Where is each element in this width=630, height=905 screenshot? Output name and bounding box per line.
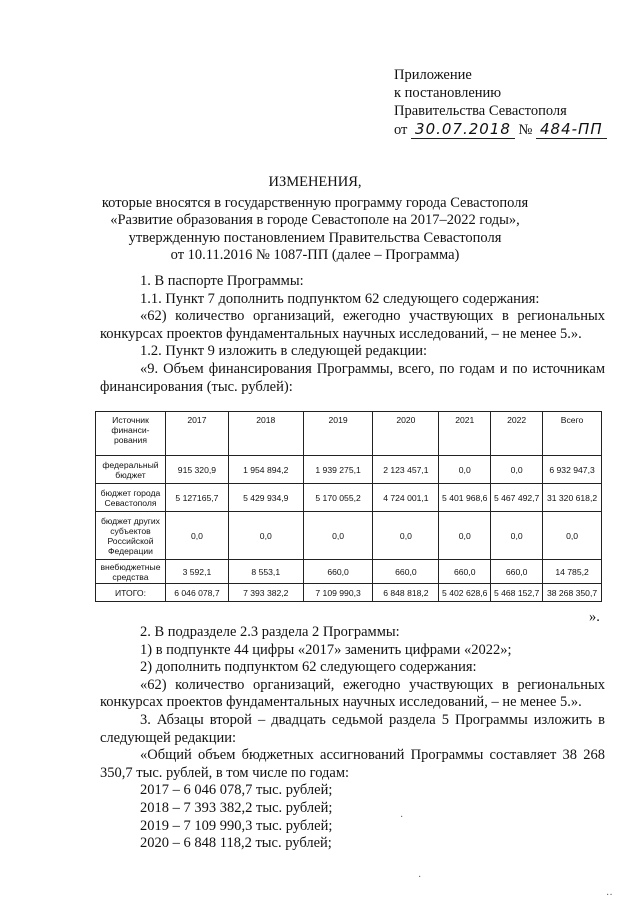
table-cell: бюджет города Севастополя: [96, 484, 166, 512]
paragraph: «9. Объем финансирования Программы, всего, по годам и по источникам финансирования (тыс. рублей):: [100, 360, 605, 395]
appendix-line: Правительства Севастополя: [394, 103, 567, 119]
table-cell: 38 268 350,7: [543, 584, 602, 602]
table-cell: федеральный бюджет: [96, 456, 166, 484]
paragraph: 1) в подпункте 44 цифры «2017» заменить цифрами «2022»;: [140, 641, 512, 658]
table-cell: 5 127165,7: [165, 484, 228, 512]
title-line: от 10.11.2016 № 1087-ПП (далее – Программа): [170, 247, 460, 263]
table-cell: 31 320 618,2: [543, 484, 602, 512]
table-cell: бюджет других субъектов Российской Федерации: [96, 512, 166, 560]
table-cell: 8 553,1: [228, 560, 303, 584]
table-header-row: [96, 412, 602, 456]
appendix-line: к постановлению: [394, 85, 502, 101]
table-cell: 660,0: [373, 560, 439, 584]
table-header-cell: 2018: [228, 412, 303, 456]
table-cell: 5 429 934,9: [228, 484, 303, 512]
year-line: 2019 – 7 109 990,3 тыс. рублей;: [140, 817, 333, 834]
handwritten-number: 484-ПП: [536, 120, 607, 139]
table-header-cell: 2022: [491, 412, 543, 456]
table-cell: 4 724 001,1: [373, 484, 439, 512]
table-cell: ИТОГО:: [96, 584, 166, 602]
title-heading: ИЗМЕНЕНИЯ,: [268, 174, 362, 190]
table-total-row: [96, 584, 602, 602]
table-header-cell: 2021: [439, 412, 491, 456]
number-prefix: №: [518, 122, 533, 138]
table-cell: 0,0: [373, 512, 439, 560]
appendix-line: Приложение: [394, 67, 472, 83]
table-cell: 1 954 894,2: [228, 456, 303, 484]
table-cell: 0,0: [439, 512, 491, 560]
table-cell: внебюджетные средства: [96, 560, 166, 584]
table-header-cell: 2020: [373, 412, 439, 456]
table-cell: 0,0: [543, 512, 602, 560]
table-cell: 0,0: [491, 512, 543, 560]
date-prefix: от: [394, 122, 408, 138]
table-cell: 6 046 078,7: [165, 584, 228, 602]
table-header-cell: 2019: [303, 412, 373, 456]
scan-speck: ·: [400, 812, 404, 823]
table-row: [96, 512, 602, 560]
paragraph: 2. В подразделе 2.3 раздела 2 Программы:: [140, 624, 400, 640]
table-cell: 915 320,9: [165, 456, 228, 484]
year-line: 2017 – 6 046 078,7 тыс. рублей;: [140, 782, 333, 799]
table-header-cell: Всего: [543, 412, 602, 456]
table-cell: 660,0: [303, 560, 373, 584]
paragraph: «62) количество организаций, ежегодно участвующих в региональных конкурсах проектов фундаментальных научных исследований, – не менее 5.».: [100, 676, 605, 711]
table-cell: 5 467 492,7: [491, 484, 543, 512]
table-cell: 660,0: [491, 560, 543, 584]
table-cell: 7 393 382,2: [228, 584, 303, 602]
table-cell: 7 109 990,3: [303, 584, 373, 602]
table-cell: 5 468 152,7: [491, 584, 543, 602]
table-cell: 5 170 055,2: [303, 484, 373, 512]
table-cell: 0,0: [439, 456, 491, 484]
paragraph: 2) дополнить подпунктом 62 следующего содержания:: [140, 659, 477, 676]
table-cell: 0,0: [491, 456, 543, 484]
year-line: 2018 – 7 393 382,2 тыс. рублей;: [140, 799, 333, 816]
table-cell: 5 401 968,6: [439, 484, 491, 512]
table-cell: 6 932 947,3: [543, 456, 602, 484]
paragraph: 3. Абзацы второй – двадцать седьмой раздела 5 Программы изложить в следующей редакции:: [100, 711, 605, 746]
table-cell: 3 592,1: [165, 560, 228, 584]
year-line: 2020 – 6 848 118,2 тыс. рублей;: [140, 835, 332, 852]
table-header-cell: Источник финанси-рования: [96, 412, 166, 456]
table-row: [96, 456, 602, 484]
table-cell: 1 939 275,1: [303, 456, 373, 484]
appendix-date-line: [394, 120, 607, 139]
title-line: которые вносятся в государственную программу города Севастополя: [101, 194, 529, 211]
table-cell: 6 848 818,2: [373, 584, 439, 602]
section-1: [100, 273, 605, 396]
table-cell: 14 785,2: [543, 560, 602, 584]
table-header-cell: 2017: [165, 412, 228, 456]
title-line: «Развитие образования в городе Севастополе на 2017–2022 годы»,: [110, 212, 520, 228]
paragraph: 1. В паспорте Программы:: [140, 273, 304, 289]
closing-quote: ».: [589, 609, 600, 625]
handwritten-date: 30.07.2018: [411, 120, 515, 139]
section-2-3: [100, 624, 605, 853]
table-cell: 5 402 628,6: [439, 584, 491, 602]
scan-speck: ·: [418, 872, 422, 883]
table-cell: 0,0: [228, 512, 303, 560]
appendix-header: [394, 66, 607, 139]
table-row: [96, 484, 602, 512]
title-line: утвержденную постановлением Правительства Севастополя: [128, 229, 502, 246]
paragraph: «62) количество организаций, ежегодно участвующих в региональных конкурсах проектов фундаментальных научных исследований, – не менее 5.».: [100, 308, 605, 342]
table-cell: 0,0: [303, 512, 373, 560]
table-cell: 2 123 457,1: [373, 456, 439, 484]
paragraph: 1.1. Пункт 7 дополнить подпунктом 62 следующего содержания:: [140, 290, 540, 307]
paragraph: 1.2. Пункт 9 изложить в следующей редакции:: [140, 343, 428, 360]
table-cell: 0,0: [165, 512, 228, 560]
document-title: [0, 174, 630, 265]
paragraph: «Общий объем бюджетных ассигнований Программы составляет 38 268 350,7 тыс. рублей, в том числе по годам:: [100, 747, 605, 781]
table-cell: 660,0: [439, 560, 491, 584]
scan-speck: ··: [606, 890, 613, 901]
financing-table: [95, 411, 602, 602]
table-row: [96, 560, 602, 584]
